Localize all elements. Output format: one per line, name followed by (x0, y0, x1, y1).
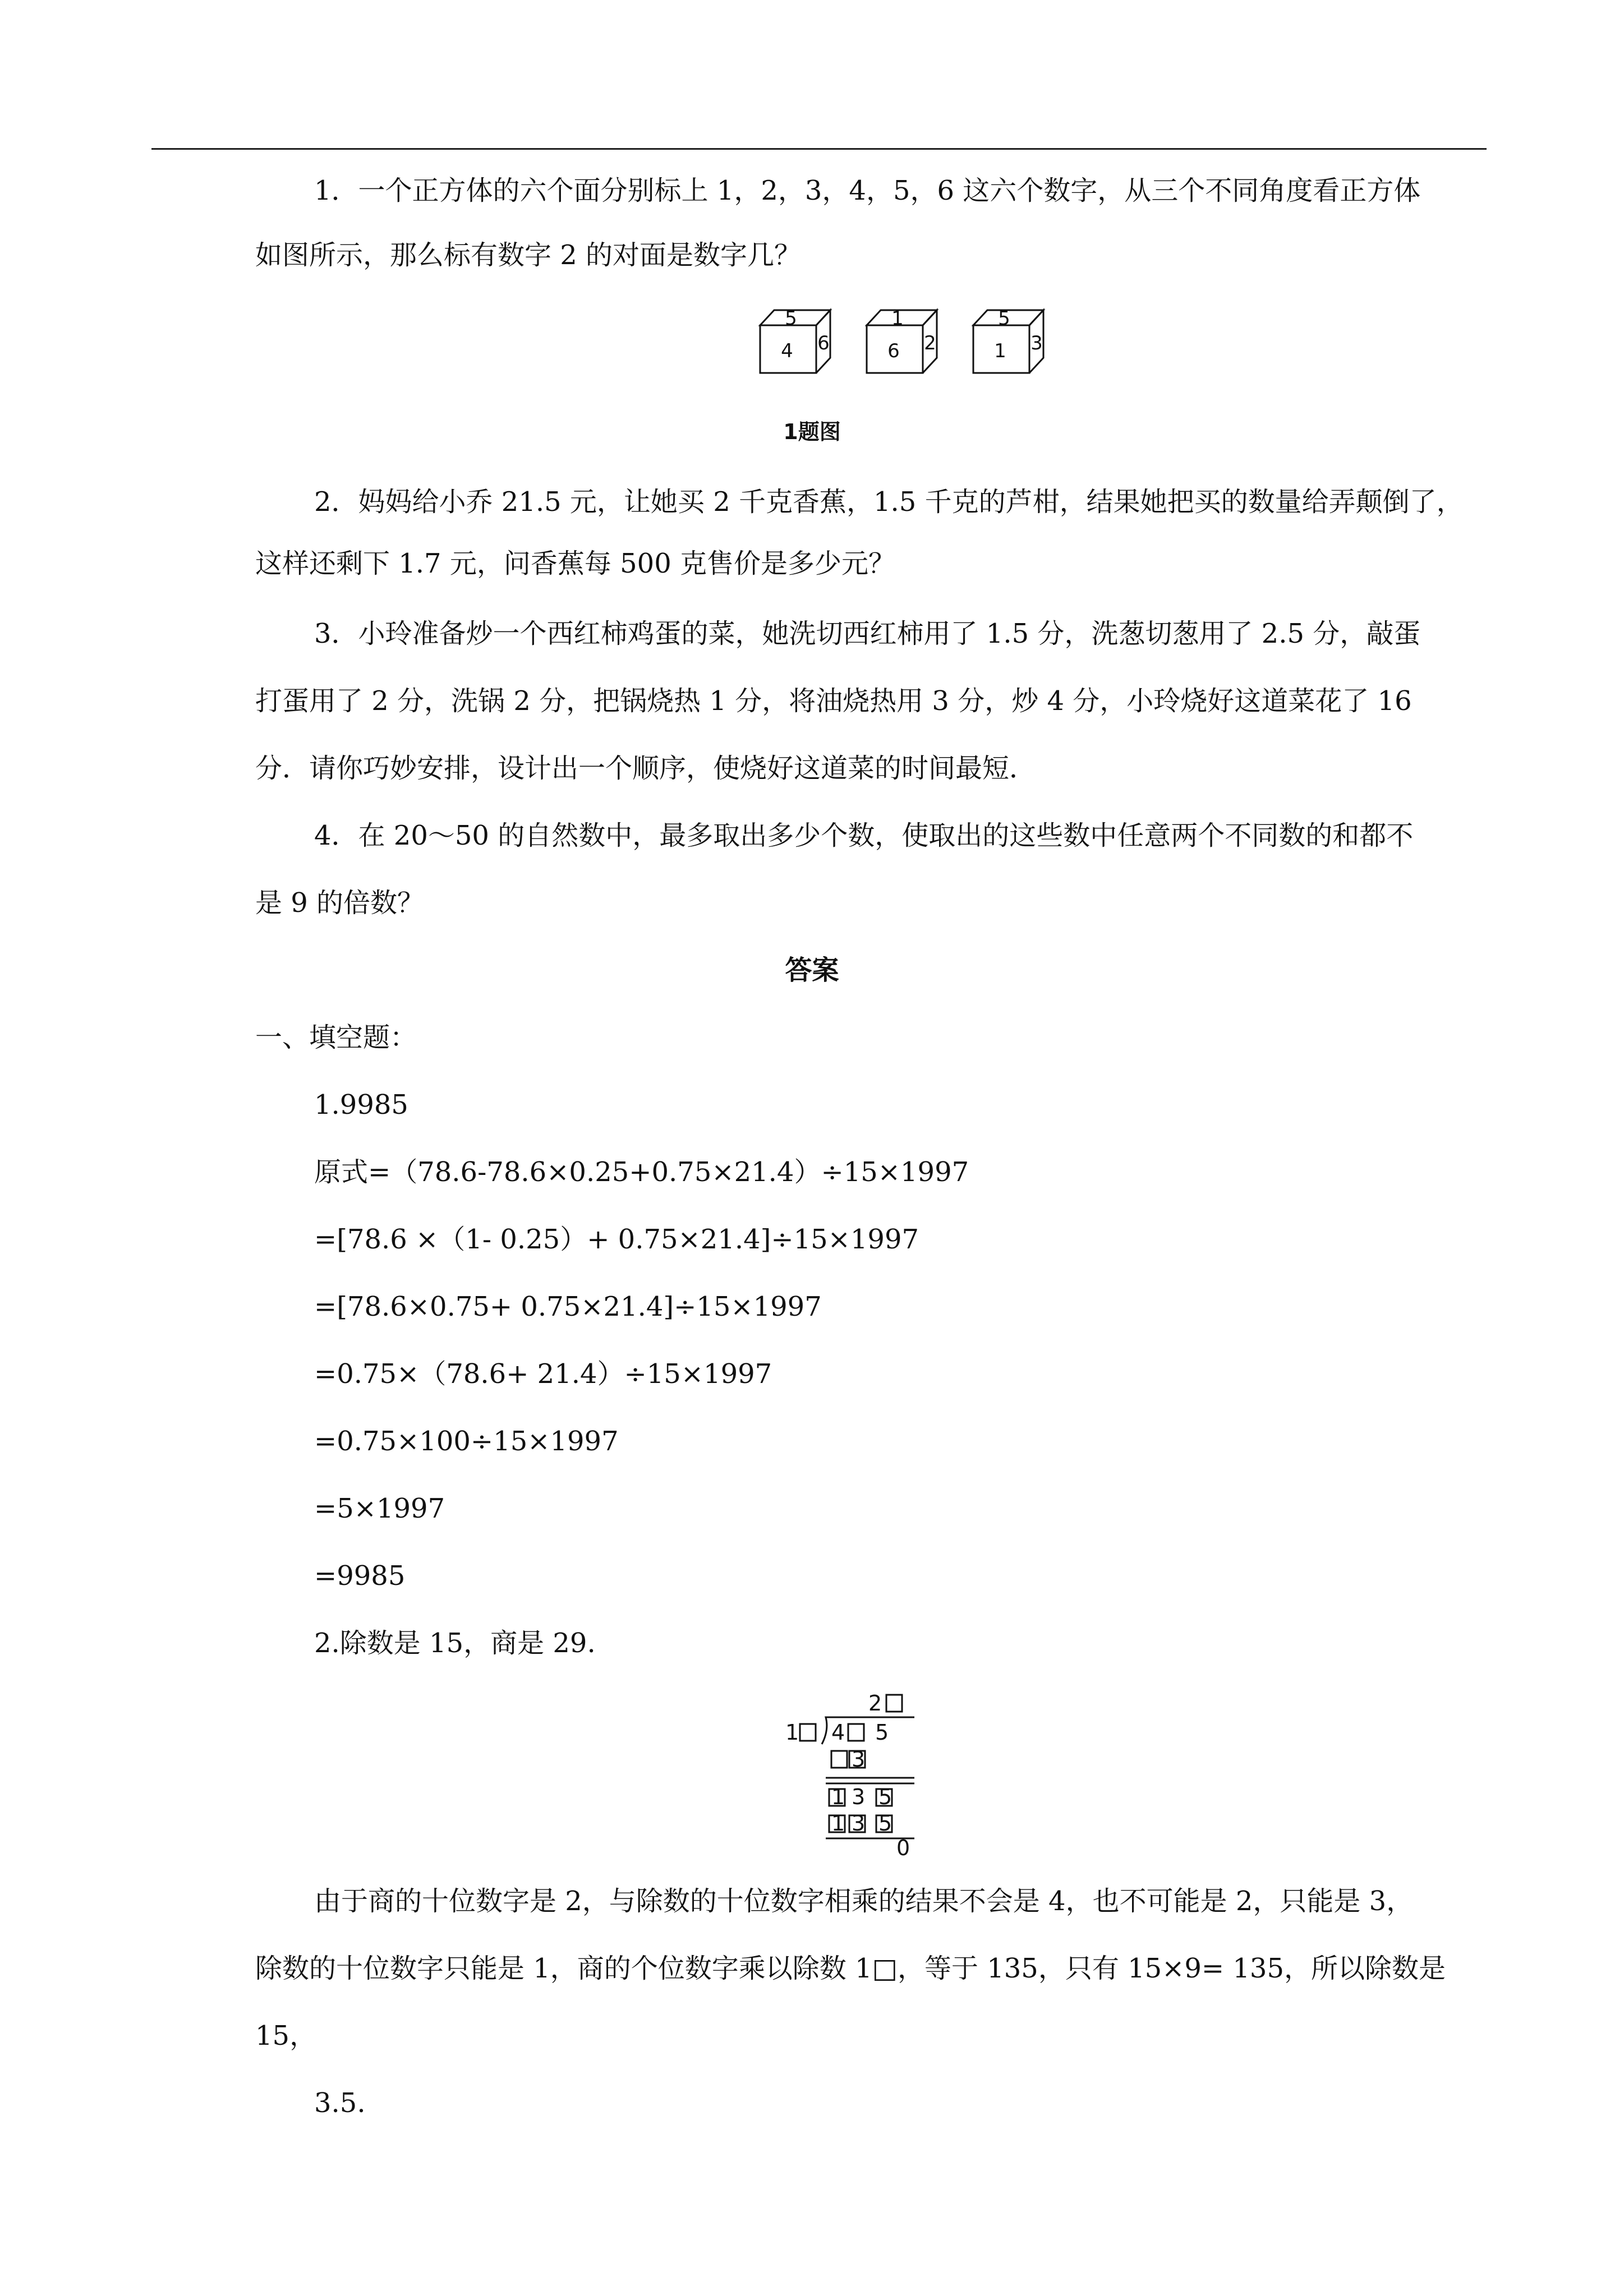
cube-3-front: 1 (994, 340, 1006, 362)
dividend-box (848, 1724, 864, 1741)
answer-2-explanation-line-3: 15， (255, 2020, 317, 2051)
quotient-box (886, 1695, 902, 1712)
answer-1-step-4: =0.75×（78.6+ 21.4）÷15×1997 (314, 1358, 772, 1390)
cube-2-side: 2 (924, 332, 936, 354)
answers-title: 答案 (785, 955, 839, 986)
cube-3-top: 5 (998, 307, 1010, 330)
divisor-box (800, 1724, 816, 1741)
problem-4-line-2: 是 9 的倍数？ (255, 887, 425, 919)
cube-1-top: 5 (785, 307, 797, 330)
answer-1-step-3: =[78.6×0.75+ 0.75×21.4]÷15×1997 (314, 1291, 822, 1322)
problem-3-line-2: 打蛋用了 2 分，洗锅 2 分，把锅烧热 1 分，将油烧热用 3 分，炒 4 分，小玲烧好这道菜花了 16 (255, 685, 1412, 717)
sub1-digit: 3 (852, 1747, 866, 1772)
sub2-c: 5 (878, 1811, 892, 1836)
divisor-digit: 1 (785, 1720, 799, 1745)
dividend-first: 4 (831, 1720, 845, 1745)
sub2-b: 3 (852, 1811, 866, 1836)
answer-2-result: 2.除数是 15，商是 29. (314, 1628, 596, 1659)
problem-2-line-1: 2．妈妈给小乔 21.5 元，让她买 2 千克香蕉，1.5 千克的芦柑，结果她把买的数量给弄颠倒了， (314, 486, 1464, 518)
problem-2-line-2: 这样还剩下 1.7 元，问香蕉每 500 克售价是多少元？ (255, 548, 895, 579)
cube-1-front: 4 (781, 340, 793, 362)
answer-3-result: 3.5. (314, 2087, 366, 2119)
cubes-figure (755, 300, 1069, 379)
answer-1-step-5: =0.75×100÷15×1997 (314, 1426, 619, 1457)
cube-2-top: 1 (891, 307, 904, 330)
problem-1-line-2: 如图所示，那么标有数字 2 的对面是数字几？ (255, 239, 802, 271)
answer-1-result: 1.9985 (314, 1089, 408, 1121)
answers-section-heading: 一、填空题： (255, 1022, 417, 1053)
figure-caption: 1题图 (783, 419, 841, 444)
long-division-figure (780, 1688, 948, 1856)
cube-3-side: 3 (1030, 332, 1043, 354)
remainder-c: 5 (878, 1785, 892, 1809)
answer-1-step-7: =9985 (314, 1560, 406, 1592)
cube-1-side: 6 (817, 332, 830, 354)
answer-2-explanation-line-1: 由于商的十位数字是 2，与除数的十位数字相乘的结果不会是 4，也不可能是 2，只能是 3， (314, 1885, 1414, 1917)
problem-1-line-1: 1．一个正方体的六个面分别标上 1，2，3，4，5，6 这六个数字，从三个不同角度看正方体 (314, 175, 1421, 206)
remainder-a: 1 (831, 1785, 845, 1809)
final-remainder: 0 (896, 1836, 910, 1856)
answer-1-step-1: 原式=（78.6-78.6×0.25+0.75×21.4）÷15×1997 (314, 1156, 969, 1188)
sub2-a: 1 (831, 1811, 845, 1836)
quotient-digit: 2 (868, 1691, 882, 1716)
problem-4-line-1: 4．在 20～50 的自然数中，最多取出多少个数，使取出的这些数中任意两个不同数的和都不 (314, 820, 1414, 851)
problem-3-line-1: 3．小玲准备炒一个西红柿鸡蛋的菜，她洗切西红柿用了 1.5 分，洗葱切葱用了 2.5 分，敲蛋 (314, 618, 1421, 649)
remainder-b: 3 (852, 1785, 866, 1809)
problem-3-line-3: 分．请你巧妙安排，设计出一个顺序，使烧好这道菜的时间最短． (255, 753, 1037, 784)
answer-1-step-6: =5×1997 (314, 1493, 445, 1524)
sub1-box-a (831, 1751, 847, 1768)
header-rule (151, 148, 1487, 150)
dividend-last: 5 (875, 1720, 889, 1745)
answer-2-explanation-line-2: 除数的十位数字只能是 1，商的个位数字乘以除数 1□，等于 135，只有 15×9= 135，所以除数是 (255, 1953, 1446, 1984)
answer-1-step-2: =[78.6 ×（1- 0.25）+ 0.75×21.4]÷15×1997 (314, 1224, 919, 1255)
cube-2-front: 6 (887, 340, 900, 362)
